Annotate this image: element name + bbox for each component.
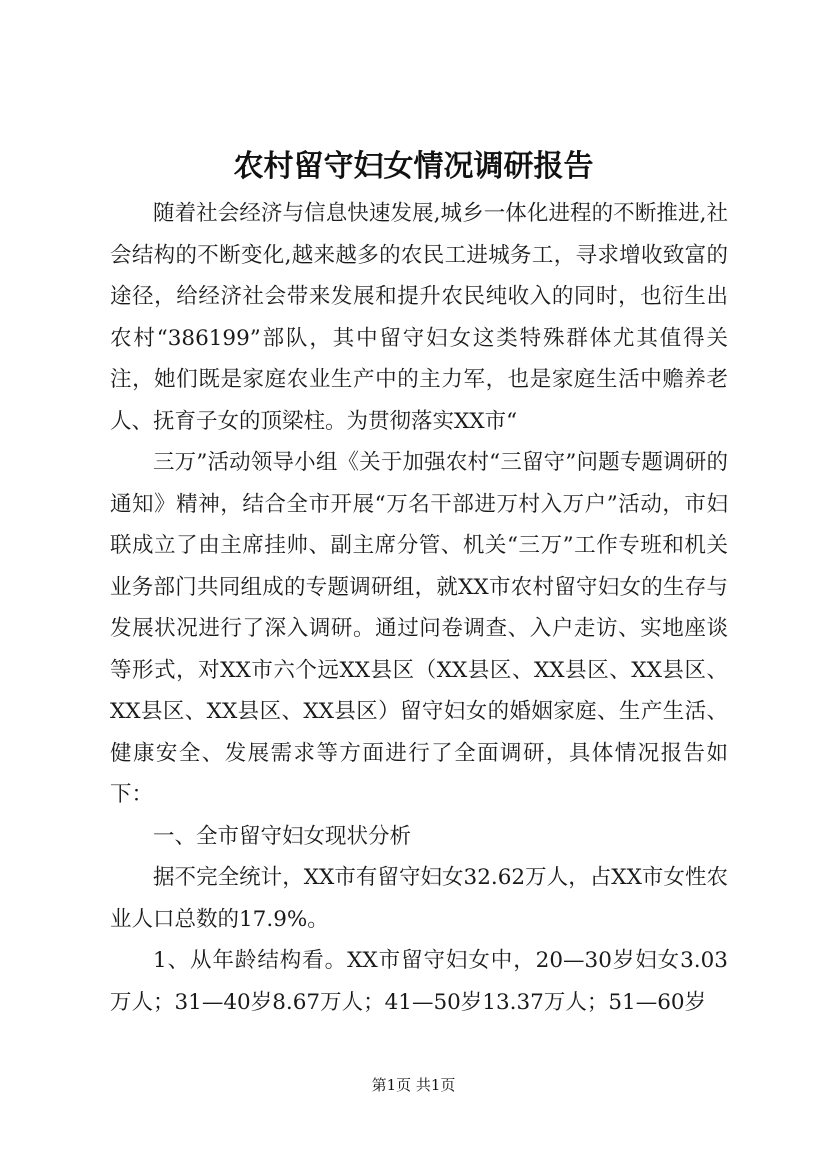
paragraph-background: 三万”活动领导小组《关于加强农村“三留守”问题专题调研的通知》精神，结合全市开展“万名干部进万村入万户”活动，市妇联成立了由主席挂帅、副主席分管、机关“三万”工作专班和机关业务部门共同组成的专题调研组，就XX市农村留守妇女的生存与发展状况进行了深入调研。通过问卷调查、入户走访、实地座谈等形式，对XX市六个远XX县区（XX县区、XX县区、XX县区、XX县区、XX县区、XX县区）留守妇女的婚姻家庭、生产生活、健康安全、发展需求等方面进行了全面调研，具体情况报告如下： [110,450,728,807]
paragraph-statistics: 据不完全统计，XX市有留守妇女32.62万人，占XX市女性农业人口总数的17.9%。 [110,865,728,932]
page-footer: 第1页 共1页 [371,1076,456,1094]
paragraph-intro: 随着社会经济与信息快速发展,城乡一体化进程的不断推进,社会结构的不断变化,越来越多的农民工进城务工，寻求增收致富的途径，给经济社会带来发展和提升农民纯收入的同时，也衍生出农村“386199”部队，其中留守妇女这类特殊群体尤其值得关注，她们既是家庭农业生产中的主力军，也是家庭生活中赡养老人、抚育子女的顶梁柱。为贯彻落实XX市“ [110,201,728,434]
document-title: 农村留守妇女情况调研报告 [233,149,594,184]
document-body [110,193,728,1023]
section-heading: 一、全市留守妇女现状分析 [153,823,412,849]
paragraph-age-structure: 1、从年龄结构看。XX市留守妇女中，20—30岁妇女3.03万人；31—40岁8.67万人；41—50岁13.37万人；51—60岁 [110,948,728,1015]
